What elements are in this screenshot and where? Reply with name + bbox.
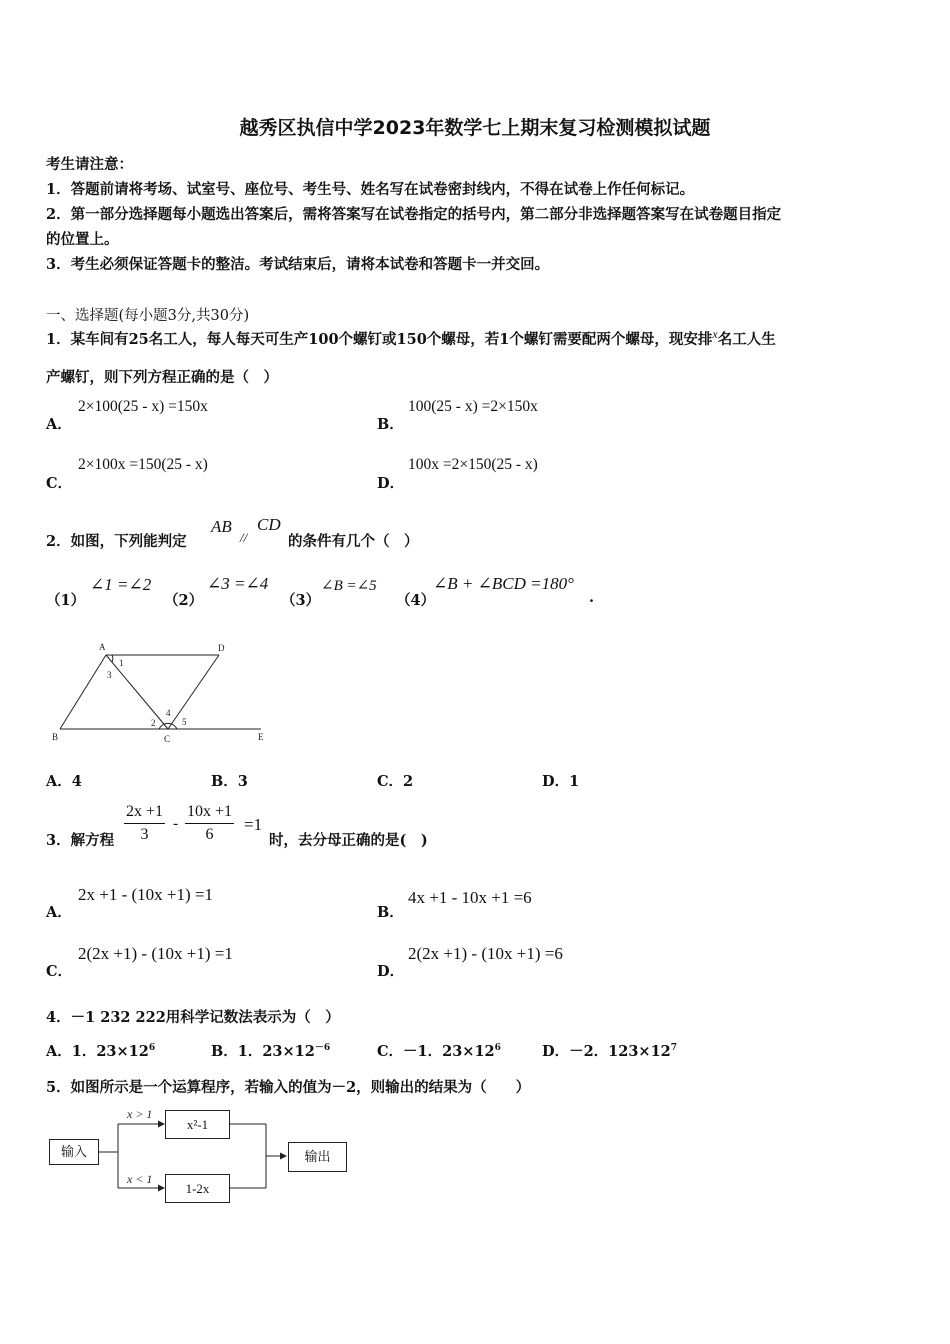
q3-frac2-den: 6 — [205, 826, 214, 843]
angle-label-5: 5 — [182, 717, 187, 727]
q2-cond-1-label: （1） — [46, 592, 86, 609]
notice-heading: 考生请注意： — [46, 156, 133, 173]
q2-option-b: B．3 — [211, 773, 248, 790]
q2-cond-1-expr: ∠1 =∠2 — [90, 575, 152, 594]
angle-label-1: 1 — [119, 658, 124, 668]
point-label-e: E — [258, 732, 264, 742]
q1-option-a-label: A． — [46, 416, 72, 433]
q2-cond-2-expr: ∠3 =∠4 — [207, 574, 269, 593]
angle-label-2: 2 — [151, 718, 156, 728]
q2-option-a: A．4 — [46, 773, 82, 790]
notice-item: 1．答题前请将考场、试室号、座位号、考生号、姓名写在试卷密封线内，不得在试卷上作任何标记。 — [46, 181, 695, 198]
q3-fraction-2 — [185, 803, 234, 844]
flow-box-bottom: 1-2x — [165, 1174, 230, 1203]
q3-frac1-den: 3 — [140, 826, 149, 843]
q2-cond-end: . — [589, 589, 595, 606]
q1-stem-line2: 产螺钉，则下列方程正确的是（ ） — [46, 369, 278, 386]
q1-text-b: 名工人生 — [717, 331, 776, 348]
q1-text-a: 1．某车间有25名工人，每人每天可生产100个螺钉或150个螺母，若1个螺钉需要配两个螺母，现安排 — [46, 331, 713, 348]
q5-stem: 5．如图所示是一个运算程序，若输入的值为－2，则输出的结果为（ ） — [46, 1079, 531, 1096]
point-label-d: D — [218, 643, 225, 653]
section-heading: 一、选择题(每小题3分,共30分) — [46, 308, 250, 324]
q3-option-a-expr: 2x +1 - (10x +1) =1 — [78, 885, 213, 904]
q4-option-a-exp: 6 — [148, 1043, 156, 1054]
flow-box-top: x²-1 — [165, 1110, 230, 1139]
angle-label-3: 3 — [107, 670, 112, 680]
q2-option-c: C．2 — [377, 773, 414, 790]
q3-eq: =1 — [244, 815, 263, 834]
q3-option-c-expr: 2(2x +1) - (10x +1) =1 — [78, 944, 233, 963]
q2-cond-2-label: （2） — [164, 592, 204, 609]
notice-item: 2．第一部分选择题每小题选出答案后，需将答案写在试卷指定的括号内，第二部分非选择题答案写在试卷题目指定 — [46, 206, 782, 223]
q4-option-b-exp: －6 — [314, 1043, 331, 1054]
q2-cond-3-label: （3） — [281, 592, 321, 609]
q1-stem-line1 — [46, 328, 776, 349]
q3-option-b-label: B． — [377, 904, 404, 921]
q3-option-b-expr: 4x +1 - 10x +1 =6 — [408, 888, 532, 907]
q3-option-d-label: D． — [377, 963, 405, 980]
q3-option-a-label: A． — [46, 904, 72, 921]
q4-option-c-text: C．－1．23×12 — [377, 1043, 495, 1060]
q4-option-b-text: B．1．23×12 — [211, 1043, 315, 1060]
q2-ab: AB — [211, 517, 232, 536]
q2-cond-3-expr: ∠B =∠5 — [321, 578, 377, 594]
q4-option-d-text: D．－2．123×12 — [542, 1043, 671, 1060]
q2-stem-suffix: 的条件有几个（ ） — [288, 533, 419, 550]
line-ab — [60, 655, 106, 729]
page-title: 越秀区执信中学2023年数学七上期末复习检测模拟试题 — [239, 117, 711, 139]
flow-output-box: 输出 — [288, 1142, 347, 1172]
q4-stem: 4．－1 232 222用科学记数法表示为（ ） — [46, 1009, 340, 1026]
flow-cond-top: x > 1 — [127, 1107, 153, 1121]
angle-arc — [112, 655, 113, 662]
point-label-b: B — [52, 732, 59, 742]
q3-frac1-num: 2x +1 — [126, 803, 164, 820]
q1-option-c-expr: 2×100x =150(25 - x) — [78, 456, 208, 473]
q2-stem-prefix: 2．如图，下列能判定 — [46, 533, 187, 550]
q1-option-b-label: B． — [377, 416, 404, 433]
q4-option-a-text: A．1．23×12 — [46, 1043, 149, 1060]
point-label-a: A — [99, 642, 106, 652]
q3-frac2-num: 10x +1 — [187, 803, 233, 820]
q2-geometry-figure — [46, 638, 276, 748]
q3-stem-suffix: 时，去分母正确的是( ) — [269, 832, 428, 849]
angle-label-4: 4 — [166, 708, 171, 718]
q4-option-a — [46, 1040, 155, 1061]
line-ac — [106, 655, 168, 729]
q4-option-b — [211, 1040, 330, 1061]
q1-option-c-label: C． — [46, 475, 73, 492]
q1-option-d-label: D． — [377, 475, 405, 492]
q3-option-c-label: C． — [46, 963, 73, 980]
q3-stem-prefix: 3．解方程 — [46, 832, 115, 849]
q1-option-b-expr: 100(25 - x) =2×150x — [408, 398, 538, 415]
q1-option-d-expr: 100x =2×150(25 - x) — [408, 456, 538, 473]
point-label-c: C — [164, 734, 171, 744]
q2-cond-4-label: （4） — [396, 592, 436, 609]
q3-minus: - — [173, 815, 179, 832]
q3-option-d-expr: 2(2x +1) - (10x +1) =6 — [408, 944, 563, 963]
q1-option-a-expr: 2×100(25 - x) =150x — [78, 398, 208, 415]
notice-item: 3．考生必须保证答题卡的整洁。考试结束后，请将本试卷和答题卡一并交回。 — [46, 256, 550, 273]
q2-parallel: // — [240, 530, 248, 545]
line-cd — [168, 655, 219, 729]
notice-item: 的位置上。 — [46, 231, 119, 248]
flow-input-box: 输入 — [49, 1139, 99, 1165]
q4-option-c-exp: 6 — [494, 1043, 501, 1054]
q3-fraction-1 — [124, 803, 165, 844]
q2-option-d: D．1 — [542, 773, 580, 790]
q4-option-c — [377, 1040, 501, 1061]
flow-cond-bottom: x < 1 — [127, 1172, 153, 1186]
q4-option-d — [542, 1040, 677, 1061]
q4-option-d-exp: 7 — [670, 1043, 678, 1054]
q2-cond-4-expr: ∠B + ∠BCD =180° — [433, 574, 574, 593]
q1-var: x — [712, 327, 718, 341]
q2-cd: CD — [257, 515, 281, 534]
